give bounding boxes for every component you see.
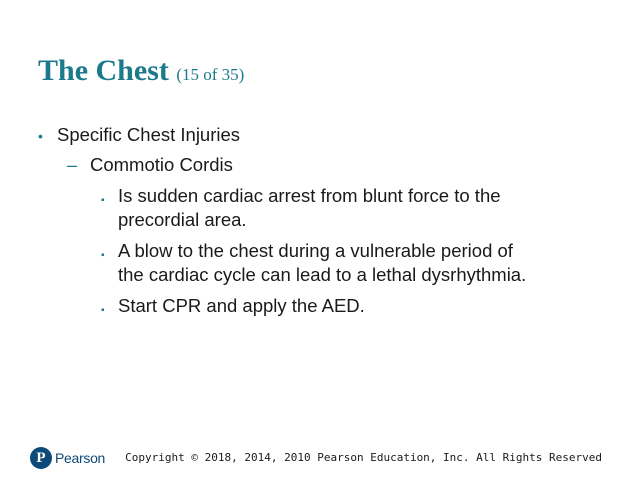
bullet-level3 [101,295,365,317]
bullet-text: A blow to the chest during a vulnerable period of [118,240,513,261]
bullet-level2 [67,154,233,176]
square-marker: ▪ [101,305,105,316]
bullet-marker: • [38,128,43,144]
slide-title [38,54,244,88]
dash-marker: – [67,155,78,175]
copyright-notice: Copyright © 2018, 2014, 2010 Pearson Education, Inc. All Rights Reserved [125,451,602,464]
bullet-text: the cardiac cycle can lead to a lethal dysrhythmia. [118,264,527,285]
bullet-level3 [101,240,513,262]
bullet-text: precordial area. [118,209,247,230]
bullet-text: Start CPR and apply the AED. [118,295,365,316]
bullet-level3 [101,185,501,207]
bullet-continuation [118,264,526,286]
bullet-text: Is sudden cardiac arrest from blunt force to the [118,185,501,206]
bullet-continuation [118,209,247,231]
bullet-text: Commotio Cordis [90,154,233,175]
title-subtitle: (15 of 35) [176,65,245,84]
pearson-wordmark: Pearson [55,450,106,466]
square-marker: ▪ [101,195,105,206]
pearson-logo-icon: P [30,447,52,469]
bullet-text: Specific Chest Injuries [57,124,241,145]
pearson-logo [30,446,105,470]
title-text: The Chest [38,54,169,87]
square-marker: ▪ [101,250,105,261]
bullet-level1 [38,124,241,146]
